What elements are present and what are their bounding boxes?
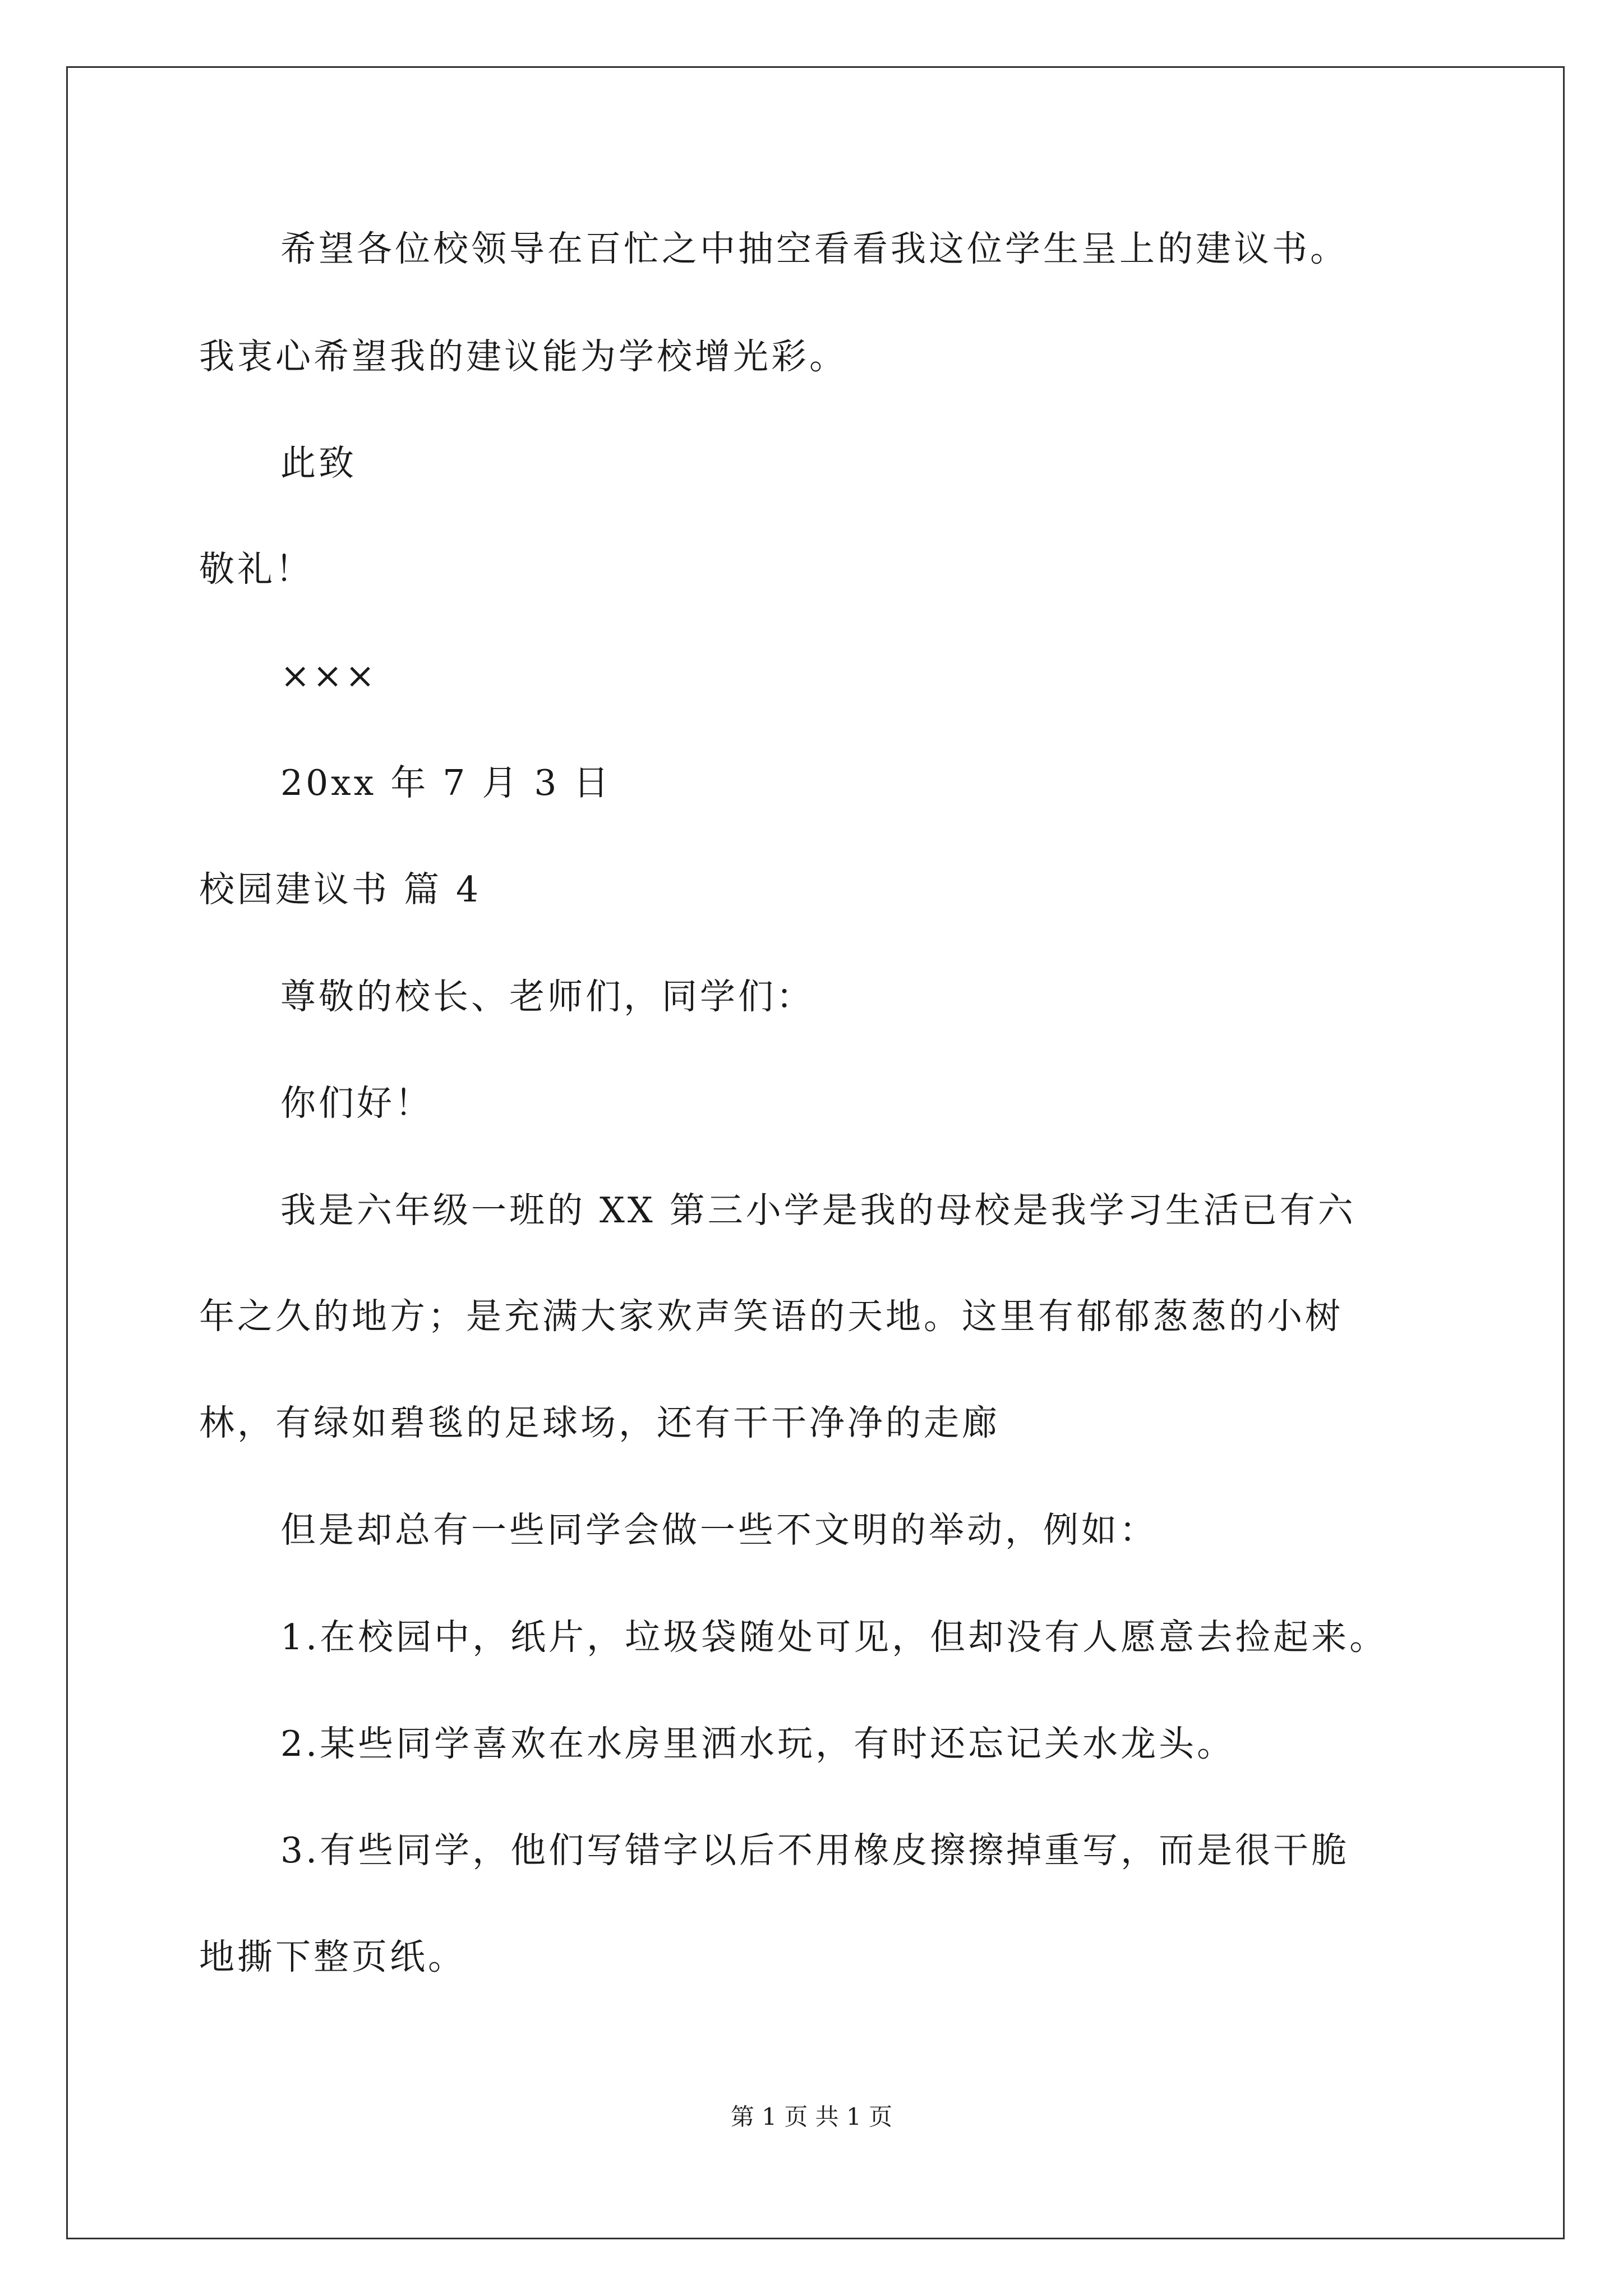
signature-date: 20xx 年 7 月 3 日 — [280, 762, 612, 803]
signature-name: ××× — [280, 655, 378, 696]
body-paragraph-line: 年之久的地方；是充满大家欢声笑语的天地。这里有郁郁葱葱的小树 — [199, 1296, 1343, 1337]
list-item: 3.有些同学，他们写错字以后不用橡皮擦擦掉重写，而是很干脆 — [280, 1830, 1350, 1871]
body-paragraph-line: 但是却总有一些同学会做一些不文明的举动，例如： — [280, 1510, 1158, 1550]
body-paragraph-line: 林，有绿如碧毯的足球场，还有干干净净的走廊 — [199, 1402, 1000, 1443]
section-heading: 校园建议书 篇 4 — [199, 869, 482, 910]
letter-greeting: 尊敬的校长、老师们，同学们： — [280, 976, 814, 1017]
body-paragraph-line: 我是六年级一班的 XX 第三小学是我的母校是我学习生活已有六 — [280, 1190, 1356, 1231]
list-item: 1.在校园中，纸片，垃圾袋随处可见，但却没有人愿意去捡起来。 — [280, 1617, 1388, 1658]
list-item: 2.某些同学喜欢在水房里洒水玩，有时还忘记关水龙头。 — [280, 1723, 1235, 1764]
body-paragraph-line: 我衷心希望我的建议能为学校增光彩。 — [199, 336, 847, 377]
body-paragraph-line: 希望各位校领导在百忙之中抽空看看我这位学生呈上的建议书。 — [280, 228, 1348, 269]
closing-regards: 敬礼！ — [199, 549, 313, 590]
letter-hello: 你们好！ — [280, 1083, 433, 1124]
closing-salutation: 此致 — [280, 443, 357, 484]
page-number-footer: 第 1 页 共 1 页 — [730, 2103, 893, 2131]
page-border — [66, 66, 1565, 2239]
list-item-continuation: 地撕下整页纸。 — [199, 1936, 466, 1977]
